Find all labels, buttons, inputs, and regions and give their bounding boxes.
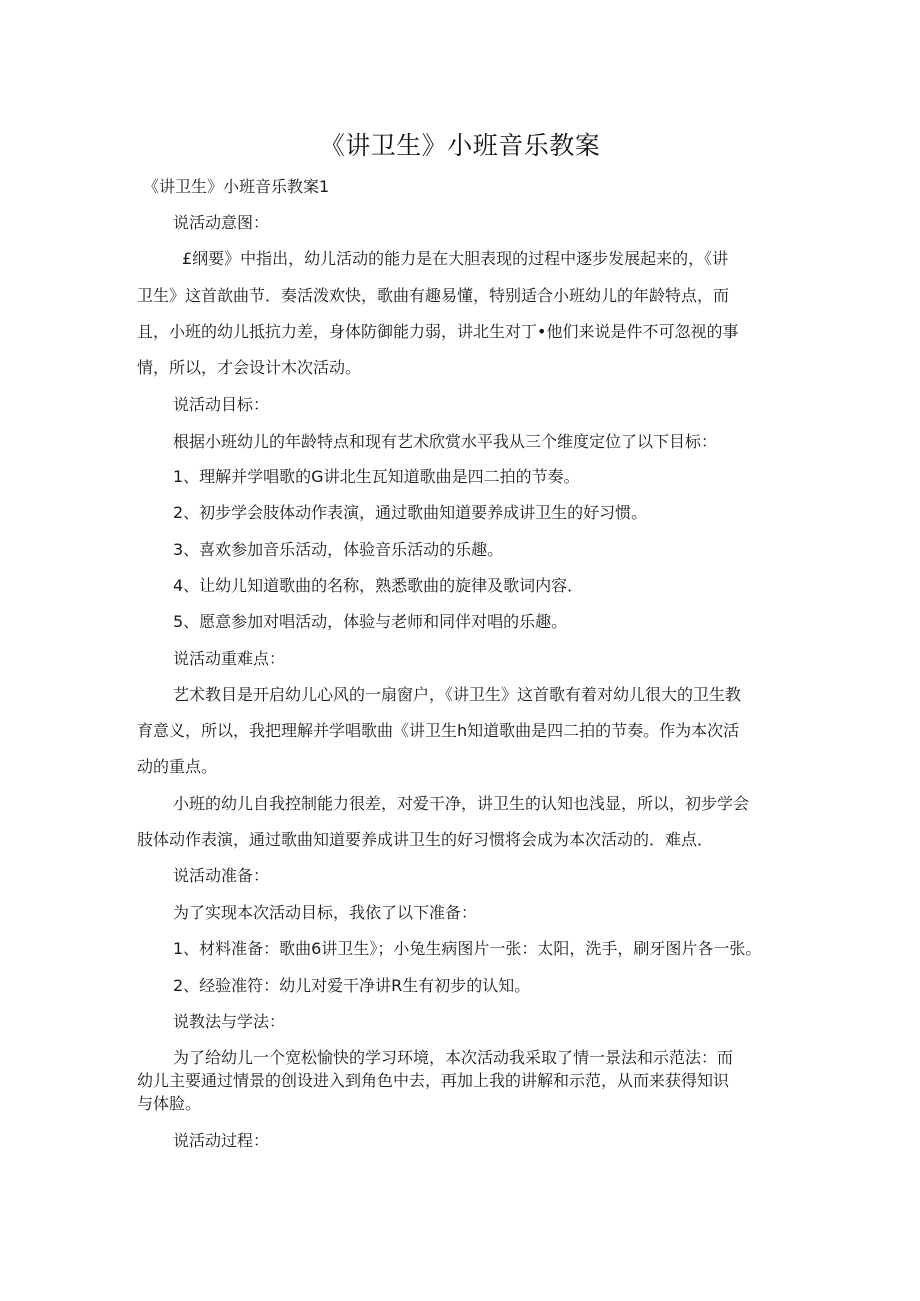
method-line: 幼儿主要通过情景的创设进入到角色中去，再加上我的讲解和示范，从而来获得知识 xyxy=(137,1071,730,1090)
prep-intro: 为了实现本次活动目标，我依了以下准备： xyxy=(173,903,478,922)
intent-line: 且，小班的幼儿抵抗力差，身体防御能力弱，讲北生对丁•他们来说是件不可忽视的事 xyxy=(137,322,739,341)
process-heading: 说活动过程： xyxy=(173,1131,270,1150)
key-line: 艺术教目是开启幼儿心风的一扇窗户，《讲卫生》这首歌有着对幼儿很大的卫生教 xyxy=(173,685,742,704)
goal-item: 2、初步学会肢体动作表演，通过歌曲知道要养成讲卫生的好习惯。 xyxy=(173,503,648,522)
prep-item: 2、经验准符：幼儿对爱干净讲R生有初步的认知。 xyxy=(173,976,531,995)
goals-intro: 根据小班幼儿的年龄特点和现有艺术欣赏水平我从三个维度定位了以下目标： xyxy=(173,432,718,451)
goal-item: 4、让幼儿知道歌曲的名称，熟悉歌曲的旋律及歌词内容． xyxy=(173,576,584,595)
key-line: 育意义，所以，我把理解并学唱歌曲《讲卫生h知道歌曲是四二拍的节奏。作为本次活 xyxy=(137,721,740,740)
method-line: 为了给幼儿一个宽松愉快的学习环境，本次活动我采取了情一景法和示范法：而 xyxy=(173,1048,734,1067)
intent-line: £纲要》中指出，幼儿活动的能力是在大胆表现的过程中逐步发展起来的，《讲 xyxy=(182,249,729,268)
difficulty-line: 肢体动作表演，通过歌曲知道要养成讲卫生的好习惯将会成为本次活动的．难点． xyxy=(137,830,714,849)
document-subtitle: 《讲卫生》小班音乐教案1 xyxy=(143,177,330,196)
method-heading: 说教法与学法： xyxy=(173,1012,286,1031)
goal-item: 1、理解并学唱歌的G讲北生瓦知道歌曲是四二拍的节奏。 xyxy=(173,467,580,486)
page-title: 《讲卫生》小班音乐教案 xyxy=(319,131,601,160)
prep-item: 1、材料准备：歌曲6讲卫生》；小兔生病图片一张：太阳，洗手，刷牙图片各一张。 xyxy=(173,939,762,958)
intent-line: 情，所以，才会设计木次活动。 xyxy=(137,358,362,377)
intent-line: 卫生》这首歆曲节．奏活泼欢快，歌曲有趣易懂，特别适合小班幼儿的年龄特点，而 xyxy=(137,286,730,305)
difficulty-line: 小班的幼儿自我控制能力很差，对爱干净，讲卫生的认知也浅显，所以，初步学会 xyxy=(173,794,750,813)
goals-heading: 说活动目标： xyxy=(173,395,270,414)
goal-item: 5、愿意参加对唱活动，体验与老师和同伴对唱的乐趣。 xyxy=(173,612,568,631)
key-heading: 说活动重难点： xyxy=(173,649,286,668)
intent-heading: 说活动意图： xyxy=(173,213,270,232)
method-line: 与体脸。 xyxy=(137,1094,202,1113)
goal-item: 3、喜欢参加音乐活动，体验音乐活动的乐趣。 xyxy=(173,540,504,559)
key-line: 动的重点。 xyxy=(137,757,218,776)
prep-heading: 说活动准备： xyxy=(173,866,270,885)
